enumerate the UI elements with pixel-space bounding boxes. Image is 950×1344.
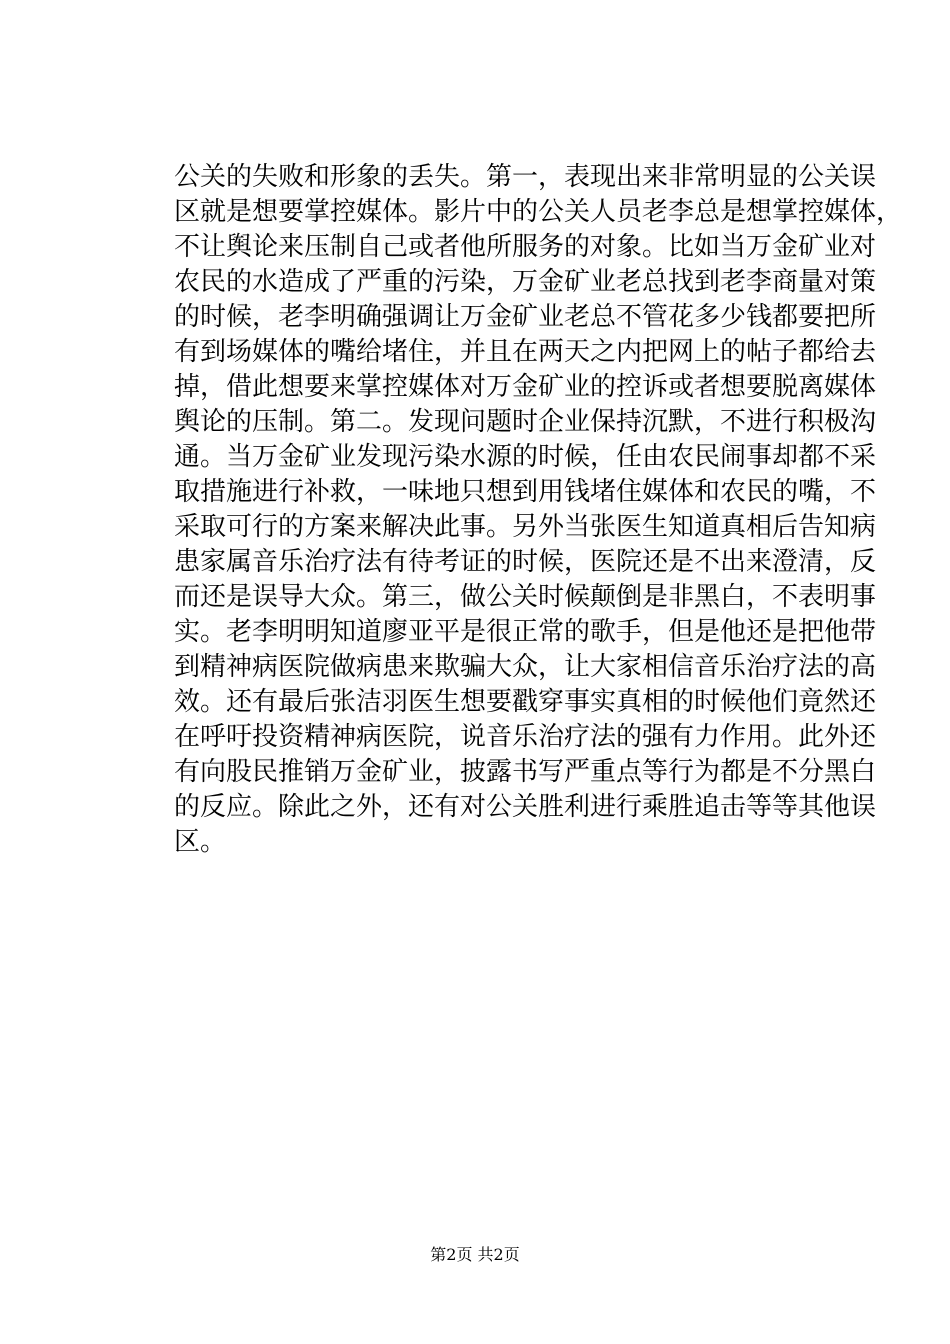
text-line: 到精神病医院做病患来欺骗大众，让大家相信音乐治疗法的高 (174, 652, 877, 682)
text-line: 效。还有最后张洁羽医生想要戳穿事实真相的时候他们竟然还 (174, 687, 877, 717)
text-line: 区。 (174, 827, 227, 857)
text-line: 在呼吁投资精神病医院，说音乐治疗法的强有力作用。此外还 (174, 722, 877, 752)
text-line: 的反应。除此之外，还有对公关胜利进行乘胜追击等等其他误 (174, 792, 877, 822)
text-line: 掉，借此想要来掌控媒体对万金矿业的控诉或者想要脱离媒体 (174, 372, 877, 402)
text-line: 舆论的压制。第二。发现问题时企业保持沉默，不进行积极沟 (174, 407, 877, 437)
text-line: 公关的失败和形象的丢失。第一，表现出来非常明显的公关误 (174, 162, 877, 192)
text-line: 采取可行的方案来解决此事。另外当张医生知道真相后告知病 (174, 512, 877, 542)
text-line: 患家属音乐治疗法有待考证的时候，医院还是不出来澄清，反 (174, 547, 877, 577)
text-line: 实。老李明明知道廖亚平是很正常的歌手，但是他还是把他带 (174, 617, 877, 647)
page-number-footer: 第2页 共2页 (430, 1245, 520, 1264)
text-line: 通。当万金矿业发现污染水源的时候，任由农民闹事却都不采 (174, 442, 877, 472)
text-line: 而还是误导大众。第三，做公关时候颠倒是非黑白，不表明事 (174, 582, 877, 612)
text-line: 取措施进行补救，一味地只想到用钱堵住媒体和农民的嘴，不 (174, 477, 877, 507)
text-line: 农民的水造成了严重的污染，万金矿业老总找到老李商量对策 (174, 267, 877, 297)
text-line: 有向股民推销万金矿业，披露书写严重点等行为都是不分黑白 (174, 757, 877, 787)
body-paragraph (174, 160, 903, 860)
text-line: 有到场媒体的嘴给堵住，并且在两天之内把网上的帖子都给去 (174, 337, 877, 367)
text-line: 的时候，老李明确强调让万金矿业老总不管花多少钱都要把所 (174, 302, 877, 332)
text-line: 区就是想要掌控媒体。影片中的公关人员老李总是想掌控媒体， (174, 197, 903, 227)
text-line: 不让舆论来压制自己或者他所服务的对象。比如当万金矿业对 (174, 232, 877, 262)
